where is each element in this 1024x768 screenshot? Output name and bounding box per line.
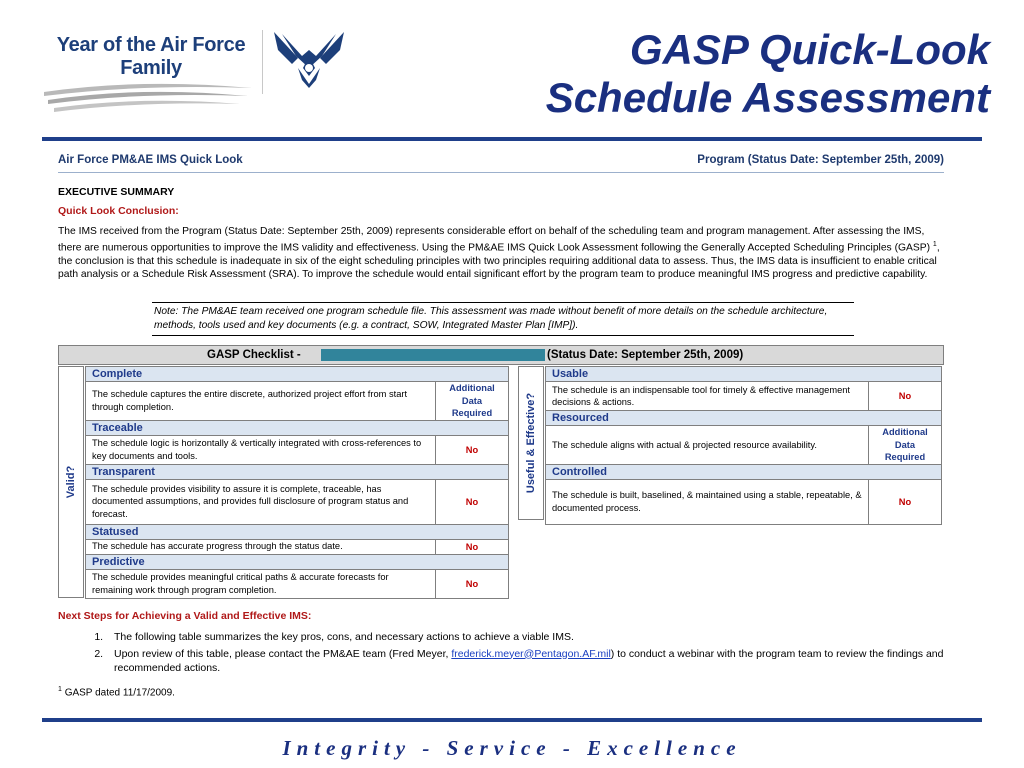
desc-resourced: The schedule aligns with actual & projected resource availability. bbox=[546, 426, 869, 465]
table-row bbox=[86, 569, 509, 598]
redacted-program-bar bbox=[321, 349, 545, 361]
step-1-text: The following table summarizes the key pros, cons, and necessary actions to achieve a viable IMS. bbox=[114, 631, 574, 643]
desc-traceable: The schedule logic is horizontally & vertically integrated with cross-references to key documents and tools. bbox=[86, 435, 436, 464]
category-controlled: Controlled bbox=[546, 464, 942, 479]
table-row bbox=[86, 382, 509, 421]
valid-label-box bbox=[58, 366, 84, 598]
page-title bbox=[546, 26, 990, 122]
valid-label: Valid? bbox=[65, 465, 77, 499]
next-steps-list bbox=[58, 630, 986, 678]
doc-rule bbox=[58, 172, 944, 173]
list-item bbox=[106, 630, 986, 645]
footnote bbox=[58, 686, 175, 698]
checklist-title: GASP Checklist - bbox=[207, 349, 301, 361]
checklist-left-table bbox=[85, 366, 509, 599]
table-row bbox=[86, 420, 509, 435]
checklist-status-date: (Status Date: September 25th, 2009) bbox=[547, 349, 744, 361]
bottom-rule bbox=[42, 718, 982, 722]
category-usable: Usable bbox=[546, 367, 942, 382]
table-row bbox=[546, 464, 942, 479]
paragraph-part-b: , the conclusion is that this schedule is inadequate in six of the eight scheduling principles with two principles requiring additional data to assess. Thus, the IMS data is insufficient to enable critical path analysis or a Schedule Risk Assessment (SRA). To improve the schedule would entail significant effort by the program team to produce meaningful IMS progress and predictive capability. bbox=[58, 242, 940, 281]
step-2-text-a: Upon review of this table, please contact the PM&AE team (Fred Meyer, bbox=[114, 647, 449, 660]
paragraph-part-a: The IMS received from the Program (Status Date: September 25th, 2009) represents considerable effort on behalf of the scheduling team and program management. After assessing the IMS, there are numerous opportunities to improve the IMS validity and effectiveness. Using the PM&AE IMS Quick Look Assessment following the Generally Accepted Scheduling Principles (GASP) bbox=[58, 226, 931, 254]
table-row bbox=[546, 426, 942, 465]
table-row bbox=[546, 382, 942, 411]
useful-label-box bbox=[518, 366, 544, 520]
assessment-note: Note: The PM&AE team received one program schedule file. This assessment was made without benefit of more details on the schedule architecture, methods, tools used and key documents (e.g. a contract, SOW, Integrated Master Plan [IMP]). bbox=[152, 302, 854, 336]
desc-usable: The schedule is an indispensable tool for timely & effective management decisions & actions. bbox=[546, 382, 869, 411]
table-row bbox=[86, 539, 509, 554]
category-resourced: Resourced bbox=[546, 411, 942, 426]
air-force-wings-icon bbox=[272, 28, 346, 92]
footnote-text: GASP dated 11/17/2009. bbox=[64, 687, 175, 699]
list-item bbox=[106, 647, 986, 676]
table-row bbox=[546, 479, 942, 524]
status-complete: Additional Data Required bbox=[436, 382, 509, 421]
conclusion-label: Quick Look Conclusion: bbox=[58, 205, 179, 217]
status-statused: No bbox=[436, 539, 509, 554]
step-2-text-b: ) to conduct a webinar with the program team to review the findings and recommended actions. bbox=[114, 647, 944, 674]
top-rule bbox=[42, 137, 982, 141]
category-transparent: Transparent bbox=[86, 464, 509, 479]
logo-line-2: Family bbox=[120, 57, 182, 79]
next-steps-label: Next Steps for Achieving a Valid and Effective IMS: bbox=[58, 610, 312, 622]
desc-controlled: The schedule is built, baselined, & maintained using a stable, repeatable, & documented process. bbox=[546, 479, 869, 524]
logo-text bbox=[46, 34, 256, 80]
logo-divider bbox=[262, 30, 263, 94]
category-complete: Complete bbox=[86, 367, 509, 382]
checklist-header bbox=[58, 345, 944, 365]
title-line-2: Schedule Assessment bbox=[545, 74, 990, 121]
doc-left-heading: Air Force PM&AE IMS Quick Look bbox=[58, 154, 243, 166]
desc-complete: The schedule captures the entire discrete, authorized project effort from start through completion. bbox=[86, 382, 436, 421]
exec-summary-heading: EXECUTIVE SUMMARY bbox=[58, 186, 175, 198]
title-line-1: GASP Quick-Look bbox=[629, 26, 990, 73]
table-row bbox=[86, 367, 509, 382]
footnote-number: 1 bbox=[58, 686, 62, 693]
desc-predictive: The schedule provides meaningful critical paths & accurate forecasts for remaining work through program completion. bbox=[86, 569, 436, 598]
doc-right-heading: Program (Status Date: September 25th, 2009) bbox=[697, 154, 944, 166]
useful-label: Useful & Effective? bbox=[525, 392, 537, 494]
desc-statused: The schedule has accurate progress through the status date. bbox=[86, 539, 436, 554]
checklist-right-table bbox=[545, 366, 942, 525]
swoosh-icon bbox=[40, 78, 255, 118]
table-row bbox=[86, 435, 509, 464]
conclusion-paragraph bbox=[58, 225, 948, 281]
table-row bbox=[546, 411, 942, 426]
status-usable: No bbox=[869, 382, 942, 411]
footer-motto: Integrity - Service - Excellence bbox=[282, 736, 742, 760]
category-predictive: Predictive bbox=[86, 554, 509, 569]
table-row bbox=[86, 524, 509, 539]
email-link[interactable]: frederick.meyer@Pentagon.AF.mil bbox=[451, 647, 611, 660]
category-traceable: Traceable bbox=[86, 420, 509, 435]
footnote-ref: 1 bbox=[932, 241, 937, 249]
status-predictive: No bbox=[436, 569, 509, 598]
desc-transparent: The schedule provides visibility to assure it is complete, traceable, has documented assumptions, and provides full disclosure of program status and forecast. bbox=[86, 479, 436, 524]
logo-line-1: Year of the Air Force bbox=[56, 34, 246, 56]
status-traceable: No bbox=[436, 435, 509, 464]
status-controlled: No bbox=[869, 479, 942, 524]
table-row bbox=[86, 554, 509, 569]
table-row bbox=[86, 464, 509, 479]
category-statused: Statused bbox=[86, 524, 509, 539]
status-transparent: No bbox=[436, 479, 509, 524]
status-resourced: Additional Data Required bbox=[869, 426, 942, 465]
table-row bbox=[86, 479, 509, 524]
table-row bbox=[546, 367, 942, 382]
